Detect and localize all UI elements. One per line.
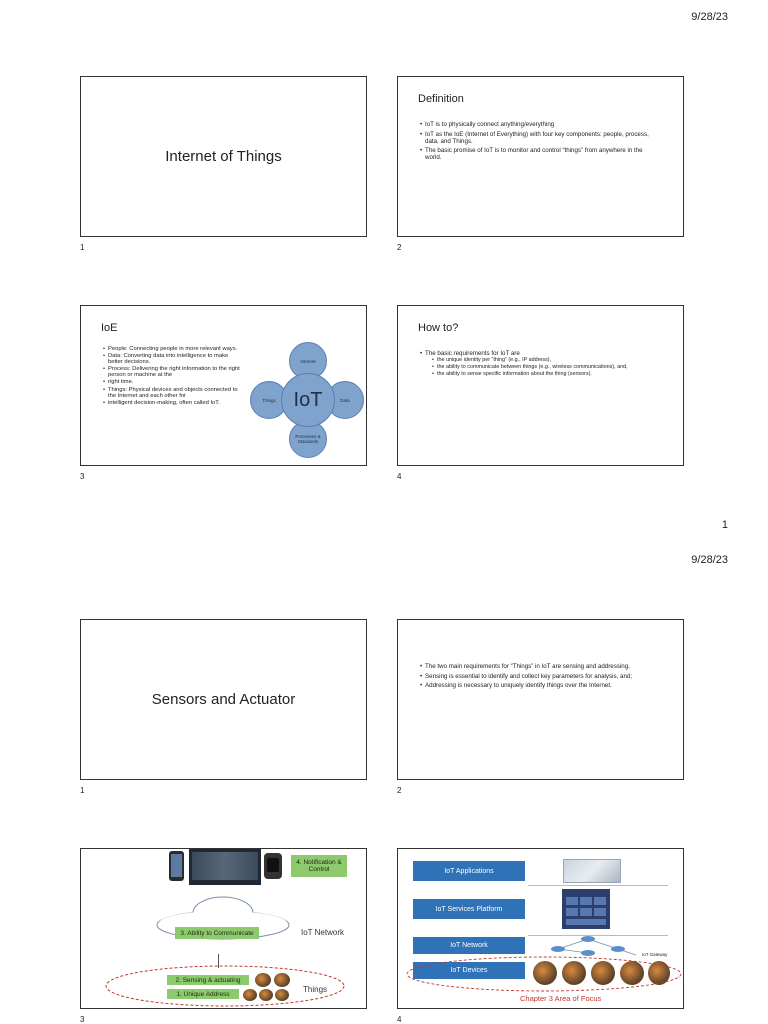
slide-requirements [397, 619, 684, 780]
bullet-list [420, 121, 660, 164]
page1-date: 9/28/23 [691, 11, 728, 23]
layer-iot-devices: IoT Devices [413, 962, 525, 979]
slide-ioe [80, 305, 367, 466]
bullet-item: • Data: Converting data into intelligence to make better decisions. [103, 354, 243, 366]
diagram-processes-circle: Processes & Standards [289, 420, 327, 458]
slide-title: Sensors and Actuator [151, 691, 296, 708]
bullet-text: The basic requirements for IoT are [425, 350, 520, 357]
bullet-list [420, 350, 668, 380]
sub-bullet-item: • the ability to sense specific information about the thing (sensors). [425, 371, 668, 377]
bullet-item: • Things: Physical devices and objects connected to the Internet and each other for [103, 388, 243, 400]
things-label: Things [303, 985, 328, 994]
communicate-box: 3. Ability to Communicate [175, 927, 259, 939]
slide-title: Definition [418, 93, 464, 105]
slide-sensors-and-actuator [80, 619, 367, 780]
slide-definition [397, 76, 684, 237]
slide-number: 3 [80, 1015, 85, 1024]
slide-number: 1 [80, 243, 85, 252]
iot-gateway-label: IoT Gateway [642, 952, 668, 957]
iot-network-label: IoT Network [301, 928, 344, 937]
slide-title: How to? [418, 322, 459, 334]
slide-title: IoE [101, 322, 118, 334]
bullet-item: • People: Connecting people in more relevant ways. [103, 347, 243, 353]
diagram-iot-center-circle: IoT [281, 373, 335, 427]
slide-number: 2 [397, 243, 402, 252]
sub-bullet-list [425, 357, 668, 378]
slide-title: Internet of Things [165, 148, 282, 165]
bullet-item: • Addressing is necessary to uniquely identify things over the Internet. [420, 682, 668, 689]
device-thumbnail [275, 989, 289, 1001]
bullet-item: • The basic promise of IoT is to monitor and control “things” from anywhere in the world. [420, 147, 660, 161]
phone-image [169, 851, 184, 881]
sub-bullet-item: • the unique identity per “thing” (e.g., IP address), [425, 357, 668, 363]
slide-number: 2 [397, 786, 402, 795]
device-thumbnail [259, 989, 273, 1001]
slide-iot-stack-diagram [397, 848, 684, 1009]
device-thumbnail [243, 989, 257, 1001]
sensing-actuating-box: 2. Sensing & actuating [167, 975, 249, 985]
bullet-item: • IoT is to physically connect anything/everything [420, 121, 660, 128]
bullet-item: • right time. [103, 380, 243, 386]
monitor-image [189, 849, 261, 885]
diagram-internet-circle: Internet [289, 342, 327, 380]
bullet-item: • Process: Delivering the right information to the right person or machine at the [103, 367, 243, 379]
slide-number: 4 [397, 472, 402, 481]
page2-date: 9/28/23 [691, 554, 728, 566]
slide-internet-of-things [80, 76, 367, 237]
slide-number: 4 [397, 1015, 402, 1024]
watch-image [264, 853, 282, 879]
device-thumbnail [274, 973, 290, 987]
focus-area-label: Chapter 3 Area of Focus [520, 994, 602, 1003]
sub-bullet-item: • the ability to communicate between things (e.g., wireless communications), and, [425, 364, 668, 370]
bullet-item: • IoT as the IoE (Internet of Everything) with four key components: people, process, data, and Things. [420, 131, 660, 145]
unique-address-box: 1. Unique Address [167, 989, 239, 999]
apps-screenshot-image [563, 859, 621, 883]
bullet-item: • The two main requirements for “Things” in IoT are sensing and addressing. [420, 663, 668, 670]
focus-dashed-ellipse [404, 954, 684, 994]
bullet-item: • intelligent decision-making, often called IoT. [103, 401, 243, 407]
slide-iot-things-diagram [80, 848, 367, 1009]
layer-iot-network: IoT Network [413, 937, 525, 954]
slide-number: 3 [80, 472, 85, 481]
bullet-item [420, 350, 668, 378]
platform-block-image [562, 889, 610, 929]
bullet-list [103, 347, 243, 408]
slide-number: 1 [80, 786, 85, 795]
bullet-list [420, 663, 668, 692]
device-thumbnail [255, 973, 271, 987]
slide-how-to [397, 305, 684, 466]
diagram-things-circle: Things [250, 381, 288, 419]
notification-control-box: 4. Notification & Control [291, 855, 347, 877]
layer-iot-applications: IoT Applications [413, 861, 525, 881]
bullet-item: • Sensing is essential to identify and collect key parameters for analysis, and; [420, 673, 668, 680]
diagram-data-circle: Data [326, 381, 364, 419]
divider-line [528, 885, 668, 886]
layer-iot-services-platform: IoT Services Platform [413, 899, 525, 919]
page-number: 1 [721, 519, 728, 531]
